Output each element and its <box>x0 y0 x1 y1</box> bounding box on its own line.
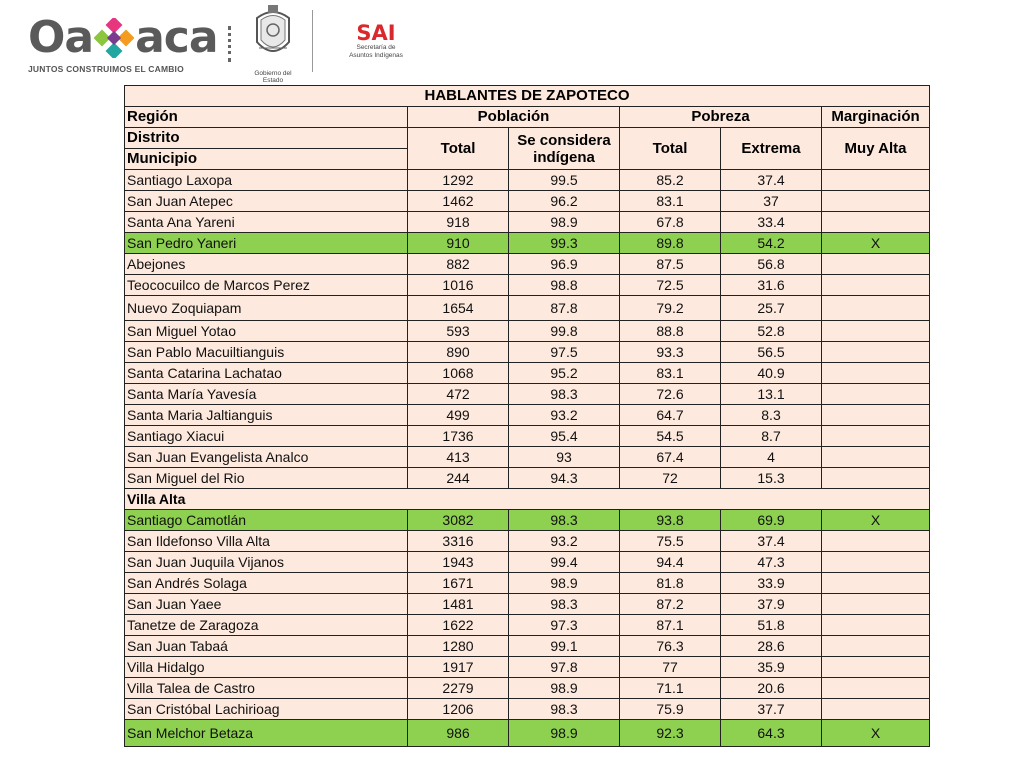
extrema-cell: 25.7 <box>721 296 822 321</box>
indigena-cell: 96.9 <box>509 254 620 275</box>
table-row <box>125 296 930 321</box>
total-cell: 882 <box>408 254 509 275</box>
muy-alta-cell <box>822 552 930 573</box>
municipio-cell: Santa María Yavesía <box>125 384 408 405</box>
table-row <box>125 233 930 254</box>
header-municipio: Municipio <box>125 149 408 170</box>
muy-alta-cell <box>822 384 930 405</box>
total-cell: 1280 <box>408 636 509 657</box>
sai-logo <box>336 22 416 60</box>
muy-alta-cell <box>822 531 930 552</box>
extrema-cell: 56.8 <box>721 254 822 275</box>
table-row <box>125 363 930 384</box>
pobreza-total-cell: 81.8 <box>620 573 721 594</box>
muy-alta-cell <box>822 275 930 296</box>
total-cell: 3316 <box>408 531 509 552</box>
total-cell: 1943 <box>408 552 509 573</box>
muy-alta-cell <box>822 468 930 489</box>
pobreza-total-cell: 76.3 <box>620 636 721 657</box>
pobreza-total-cell: 64.7 <box>620 405 721 426</box>
pobreza-total-cell: 89.8 <box>620 233 721 254</box>
muy-alta-cell <box>822 170 930 191</box>
extrema-cell: 33.9 <box>721 573 822 594</box>
pobreza-total-cell: 88.8 <box>620 321 721 342</box>
table-row <box>125 254 930 275</box>
muy-alta-cell <box>822 699 930 720</box>
municipio-cell: Santiago Xiacui <box>125 426 408 447</box>
table-row <box>125 615 930 636</box>
table-row <box>125 573 930 594</box>
indigena-cell: 98.9 <box>509 212 620 233</box>
muy-alta-cell <box>822 447 930 468</box>
pobreza-total-cell: 83.1 <box>620 191 721 212</box>
pobreza-total-cell: 75.9 <box>620 699 721 720</box>
extrema-cell: 64.3 <box>721 720 822 747</box>
table-row <box>125 678 930 699</box>
indigena-cell: 98.9 <box>509 573 620 594</box>
sai-subtitle-1: Secretaría de <box>356 44 396 51</box>
indigena-cell: 98.8 <box>509 275 620 296</box>
extrema-cell: 37.9 <box>721 594 822 615</box>
municipio-cell: Abejones <box>125 254 408 275</box>
total-cell: 1206 <box>408 699 509 720</box>
muy-alta-cell <box>822 342 930 363</box>
pobreza-total-cell: 92.3 <box>620 720 721 747</box>
table-row <box>125 657 930 678</box>
table-row <box>125 720 930 747</box>
pobreza-total-cell: 72 <box>620 468 721 489</box>
header-pobreza: Pobreza <box>620 107 822 128</box>
table-row <box>125 468 930 489</box>
extrema-cell: 69.9 <box>721 510 822 531</box>
total-cell: 472 <box>408 384 509 405</box>
total-cell: 593 <box>408 321 509 342</box>
indigena-cell: 98.3 <box>509 594 620 615</box>
indigena-cell: 99.5 <box>509 170 620 191</box>
indigena-cell: 93.2 <box>509 405 620 426</box>
municipio-cell: Teococuilco de Marcos Perez <box>125 275 408 296</box>
indigena-cell: 98.3 <box>509 699 620 720</box>
table-row <box>125 510 930 531</box>
extrema-cell: 28.6 <box>721 636 822 657</box>
table-body-a <box>125 170 930 489</box>
table-row <box>125 447 930 468</box>
muy-alta-cell <box>822 615 930 636</box>
total-cell: 1292 <box>408 170 509 191</box>
extrema-cell: 8.7 <box>721 426 822 447</box>
municipio-cell: San Pedro Yaneri <box>125 233 408 254</box>
table-row <box>125 699 930 720</box>
pobreza-total-cell: 67.8 <box>620 212 721 233</box>
indigena-cell: 93 <box>509 447 620 468</box>
pobreza-total-cell: 87.1 <box>620 615 721 636</box>
indigena-cell: 97.5 <box>509 342 620 363</box>
header-poblacion: Población <box>408 107 620 128</box>
municipio-cell: Villa Talea de Castro <box>125 678 408 699</box>
muy-alta-cell <box>822 636 930 657</box>
pobreza-total-cell: 72.5 <box>620 275 721 296</box>
total-cell: 910 <box>408 233 509 254</box>
indigena-cell: 93.2 <box>509 531 620 552</box>
pobreza-total-cell: 75.5 <box>620 531 721 552</box>
page-header <box>0 0 1024 84</box>
pobreza-total-cell: 71.1 <box>620 678 721 699</box>
municipio-cell: Santa Ana Yareni <box>125 212 408 233</box>
total-cell: 1016 <box>408 275 509 296</box>
muy-alta-cell <box>822 191 930 212</box>
indigena-cell: 99.8 <box>509 321 620 342</box>
muy-alta-cell <box>822 405 930 426</box>
oaxaca-logo-prefix: Oa <box>28 12 94 63</box>
header-total-pobreza: Total <box>620 128 721 170</box>
oaxaca-logo-suffix: aca <box>135 12 218 63</box>
header-divider <box>312 10 313 72</box>
table-row <box>125 384 930 405</box>
muy-alta-cell: X <box>822 233 930 254</box>
extrema-cell: 4 <box>721 447 822 468</box>
indigena-cell: 97.8 <box>509 657 620 678</box>
extrema-cell: 56.5 <box>721 342 822 363</box>
municipio-cell: San Andrés Solaga <box>125 573 408 594</box>
pobreza-total-cell: 93.8 <box>620 510 721 531</box>
muy-alta-cell <box>822 594 930 615</box>
extrema-cell: 40.9 <box>721 363 822 384</box>
total-cell: 2279 <box>408 678 509 699</box>
state-seal-icon <box>251 4 295 64</box>
extrema-cell: 37 <box>721 191 822 212</box>
table-row <box>125 212 930 233</box>
extrema-cell: 15.3 <box>721 468 822 489</box>
indigena-cell: 97.3 <box>509 615 620 636</box>
table-row <box>125 342 930 363</box>
total-cell: 1481 <box>408 594 509 615</box>
muy-alta-cell <box>822 254 930 275</box>
municipio-cell: Tanetze de Zaragoza <box>125 615 408 636</box>
pobreza-total-cell: 67.4 <box>620 447 721 468</box>
municipio-cell: San Ildefonso Villa Alta <box>125 531 408 552</box>
total-cell: 1622 <box>408 615 509 636</box>
extrema-cell: 20.6 <box>721 678 822 699</box>
indigena-cell: 95.4 <box>509 426 620 447</box>
table-row <box>125 426 930 447</box>
muy-alta-cell: X <box>822 720 930 747</box>
municipio-cell: San Juan Juquila Vijanos <box>125 552 408 573</box>
muy-alta-cell <box>822 212 930 233</box>
total-cell: 986 <box>408 720 509 747</box>
pobreza-total-cell: 77 <box>620 657 721 678</box>
pobreza-total-cell: 93.3 <box>620 342 721 363</box>
indigena-cell: 99.4 <box>509 552 620 573</box>
table-row <box>125 636 930 657</box>
table-row <box>125 275 930 296</box>
subregion-row: Villa Alta <box>125 489 930 510</box>
muy-alta-cell <box>822 678 930 699</box>
municipio-cell: Santa Catarina Lachatao <box>125 363 408 384</box>
sai-subtitle-2: Asuntos Indígenas <box>349 52 403 59</box>
table-row <box>125 405 930 426</box>
indigena-cell: 99.1 <box>509 636 620 657</box>
oaxaca-slogan: JUNTOS CONSTRUIMOS EL CAMBIO <box>28 64 184 74</box>
indigena-cell: 98.3 <box>509 384 620 405</box>
total-cell: 413 <box>408 447 509 468</box>
extrema-cell: 51.8 <box>721 615 822 636</box>
total-cell: 3082 <box>408 510 509 531</box>
header-distrito: Distrito <box>125 128 408 149</box>
header-muy-alta: Muy Alta <box>822 128 930 170</box>
table-body-b <box>125 510 930 747</box>
total-cell: 1671 <box>408 573 509 594</box>
indigena-cell: 94.3 <box>509 468 620 489</box>
pobreza-total-cell: 83.1 <box>620 363 721 384</box>
municipio-cell: San Juan Atepec <box>125 191 408 212</box>
header-total-poblacion: Total <box>408 128 509 170</box>
pobreza-total-cell: 79.2 <box>620 296 721 321</box>
municipio-cell: Nuevo Zoquiapam <box>125 296 408 321</box>
municipio-cell: San Melchor Betaza <box>125 720 408 747</box>
pobreza-total-cell: 94.4 <box>620 552 721 573</box>
table-title: HABLANTES DE ZAPOTECO <box>125 86 930 107</box>
table-row <box>125 191 930 212</box>
total-cell: 499 <box>408 405 509 426</box>
header-se-considera: Se considera indígena <box>509 128 620 170</box>
table-row <box>125 594 930 615</box>
table-row <box>125 170 930 191</box>
extrema-cell: 52.8 <box>721 321 822 342</box>
municipio-cell: San Miguel del Rio <box>125 468 408 489</box>
muy-alta-cell <box>822 426 930 447</box>
oaxaca-x-icon <box>94 18 134 58</box>
zapoteco-table <box>124 85 930 747</box>
header-marginacion: Marginación <box>822 107 930 128</box>
header-extrema: Extrema <box>721 128 822 170</box>
total-cell: 890 <box>408 342 509 363</box>
indigena-cell: 99.3 <box>509 233 620 254</box>
pobreza-total-cell: 54.5 <box>620 426 721 447</box>
extrema-cell: 37.7 <box>721 699 822 720</box>
indigena-cell: 96.2 <box>509 191 620 212</box>
indigena-cell: 98.9 <box>509 678 620 699</box>
muy-alta-cell <box>822 321 930 342</box>
muy-alta-cell <box>822 363 930 384</box>
total-cell: 1917 <box>408 657 509 678</box>
table-row <box>125 531 930 552</box>
muy-alta-cell <box>822 296 930 321</box>
pobreza-total-cell: 87.2 <box>620 594 721 615</box>
municipio-cell: San Juan Tabaá <box>125 636 408 657</box>
municipio-cell: Villa Hidalgo <box>125 657 408 678</box>
municipio-cell: Santiago Camotlán <box>125 510 408 531</box>
pobreza-total-cell: 85.2 <box>620 170 721 191</box>
extrema-cell: 35.9 <box>721 657 822 678</box>
extrema-cell: 47.3 <box>721 552 822 573</box>
municipio-cell: San Juan Yaee <box>125 594 408 615</box>
muy-alta-cell <box>822 657 930 678</box>
pobreza-total-cell: 72.6 <box>620 384 721 405</box>
state-seal <box>244 4 302 84</box>
muy-alta-cell: X <box>822 510 930 531</box>
extrema-cell: 37.4 <box>721 531 822 552</box>
municipio-cell: San Juan Evangelista Analco <box>125 447 408 468</box>
pobreza-total-cell: 87.5 <box>620 254 721 275</box>
header-region: Región <box>125 107 408 128</box>
total-cell: 244 <box>408 468 509 489</box>
extrema-cell: 37.4 <box>721 170 822 191</box>
extrema-cell: 31.6 <box>721 275 822 296</box>
total-cell: 918 <box>408 212 509 233</box>
total-cell: 1462 <box>408 191 509 212</box>
indigena-cell: 98.3 <box>509 510 620 531</box>
muy-alta-cell <box>822 573 930 594</box>
municipio-cell: San Cristóbal Lachirioag <box>125 699 408 720</box>
indigena-cell: 98.9 <box>509 720 620 747</box>
table-row <box>125 321 930 342</box>
municipio-cell: San Miguel Yotao <box>125 321 408 342</box>
seal-caption: Gobierno del Estado <box>254 70 292 84</box>
total-cell: 1736 <box>408 426 509 447</box>
extrema-cell: 8.3 <box>721 405 822 426</box>
extrema-cell: 13.1 <box>721 384 822 405</box>
indigena-cell: 95.2 <box>509 363 620 384</box>
data-table-container <box>124 85 929 747</box>
oaxaca-logo <box>28 12 218 78</box>
extrema-cell: 54.2 <box>721 233 822 254</box>
extrema-cell: 33.4 <box>721 212 822 233</box>
municipio-cell: San Pablo Macuiltianguis <box>125 342 408 363</box>
indigena-cell: 87.8 <box>509 296 620 321</box>
logo-divider <box>228 26 235 62</box>
sai-title: SAI <box>356 21 396 45</box>
total-cell: 1068 <box>408 363 509 384</box>
total-cell: 1654 <box>408 296 509 321</box>
municipio-cell: Santiago Laxopa <box>125 170 408 191</box>
table-row <box>125 552 930 573</box>
municipio-cell: Santa Maria Jaltianguis <box>125 405 408 426</box>
